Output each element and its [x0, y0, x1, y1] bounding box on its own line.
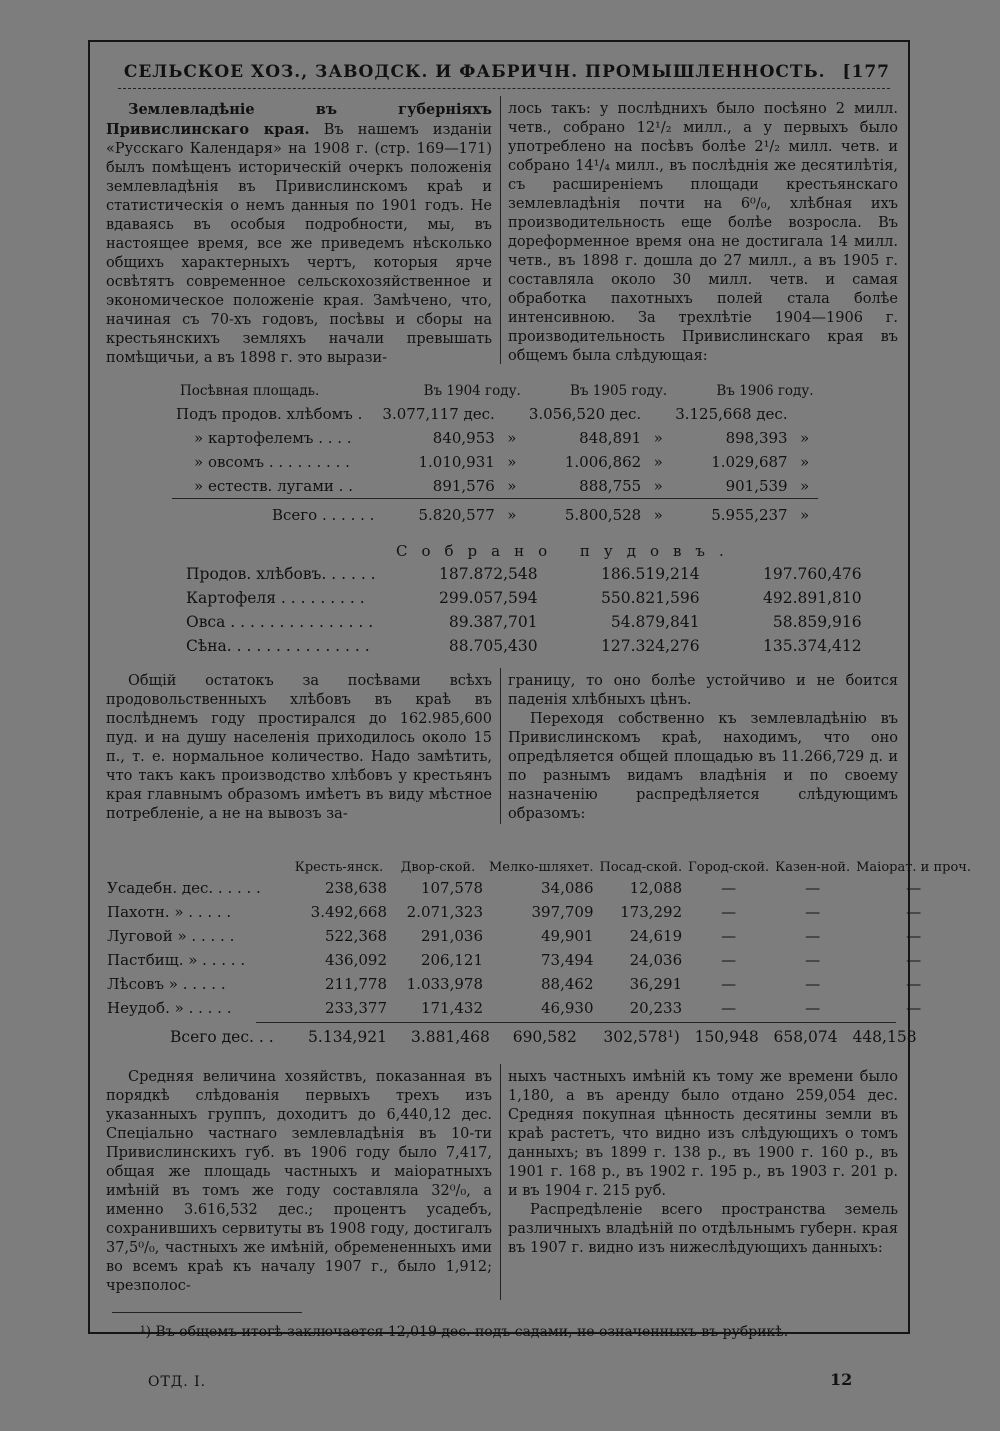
mid-left-text: Общій остатокъ за посѣвами всѣхъ продовольственныхъ хлѣбовъ въ краѣ въ послѣднемъ году простирался до 162.985,600 пуд. и на душу населенія приходилось около 15 п., т. е. нормальное количество. Надо замѣтить, что такъ какъ производство хлѣбовъ у крестьянъ края главнымъ образомъ имѣетъ въ виду мѣстное потребленіе, а не на вывозъ за-	[106, 673, 492, 822]
cell: »	[507, 506, 517, 524]
cell: »	[653, 429, 663, 447]
cell: 1.010,931	[418, 453, 495, 471]
cell: —	[721, 903, 737, 921]
cell: 5.800,528	[564, 506, 642, 524]
signature-number: 12	[830, 1370, 853, 1389]
cell: 135.374,412	[763, 637, 862, 655]
cell: —	[721, 975, 737, 993]
table-total-row	[172, 499, 818, 532]
cell: 171,432	[420, 999, 483, 1017]
cell: 1.033,978	[406, 975, 483, 993]
cell: »	[653, 453, 663, 471]
cell: 3.492,668	[310, 903, 387, 921]
page-number: [177	[842, 62, 890, 82]
cell: —	[906, 927, 922, 945]
cell: 150,948	[694, 1028, 759, 1046]
cell: —	[805, 879, 821, 897]
cell: 36,291	[629, 975, 683, 993]
cell: 24,036	[629, 951, 683, 969]
cell: 302,578¹)	[603, 1028, 680, 1046]
cell: 848,891	[579, 429, 642, 447]
cell: 187.872,548	[439, 565, 538, 583]
row-label: Луговой » . . . . .	[107, 927, 235, 945]
cell: 3.881,468	[410, 1028, 490, 1046]
cell	[499, 402, 525, 426]
row-label: » овсомъ . . . . . . . . .	[194, 453, 350, 471]
cell: 233,377	[324, 999, 387, 1017]
cell: 840,953	[432, 429, 495, 447]
cell: 891,576	[432, 477, 495, 495]
cell: »	[800, 477, 810, 495]
sown-area-table	[172, 380, 818, 531]
land-ownership-table	[104, 838, 974, 1020]
cell: 89.387,701	[448, 613, 538, 631]
cell: —	[906, 951, 922, 969]
cell: 898,393	[725, 429, 788, 447]
col-header: Въ 1904 году.	[423, 383, 521, 399]
bottom-right-column	[508, 1068, 898, 1258]
harvest-title: Собрано пудовъ.	[396, 542, 738, 560]
mid-left-column	[106, 672, 492, 824]
row-label: » картофелемъ . . . .	[194, 429, 352, 447]
bottom-left-column	[106, 1068, 492, 1296]
table-row	[104, 948, 974, 972]
cell: —	[906, 999, 922, 1017]
cell: —	[721, 999, 737, 1017]
column-divider	[500, 668, 501, 824]
cell: 34,086	[541, 879, 594, 897]
cell: —	[721, 879, 737, 897]
cell: 206,121	[420, 951, 483, 969]
mid-right-column	[508, 672, 898, 824]
cell: —	[805, 903, 821, 921]
cell: 492.891,810	[763, 589, 862, 607]
cell: 550.821,596	[601, 589, 700, 607]
cell: »	[507, 477, 517, 495]
cell: 127.324,276	[601, 637, 700, 655]
cell: 88,462	[541, 975, 594, 993]
table-row	[180, 586, 868, 610]
cell: —	[721, 927, 737, 945]
table-row	[180, 562, 868, 586]
cell: 49,901	[541, 927, 594, 945]
cell: »	[507, 429, 517, 447]
table-row	[172, 402, 818, 426]
column-divider	[500, 96, 501, 364]
cell: 12,088	[629, 879, 683, 897]
section-heading: Землевладѣніе въ губерніяхъ Привислинскаго края.	[106, 101, 492, 138]
col-header: Въ 1906 году.	[716, 383, 814, 399]
row-label: » естеств. лугами . .	[194, 477, 353, 495]
row-label: Пахотн. » . . . . .	[107, 903, 232, 921]
col-header: Посѣвная площадь.	[180, 383, 320, 399]
row-label: Неудоб. » . . . . .	[107, 999, 232, 1017]
cell: 54.879,841	[610, 613, 700, 631]
intro-right-column	[508, 100, 898, 366]
row-label: Овса . . . . . . . . . . . . . . .	[186, 613, 374, 631]
table-total-rule	[256, 1022, 896, 1023]
col-header: Кресть-янск.	[294, 860, 384, 875]
cell: —	[805, 927, 821, 945]
cell: 1.006,862	[564, 453, 642, 471]
cell: 88.705,430	[448, 637, 538, 655]
cell: 5.134,921	[308, 1028, 387, 1046]
harvest-table	[180, 562, 868, 658]
footnote-rule	[112, 1312, 302, 1313]
cell: 5.820,577	[418, 506, 495, 524]
row-label: Всего . . . . . .	[272, 506, 375, 524]
cell: 299.057,594	[439, 589, 538, 607]
running-header	[120, 62, 890, 82]
cell: »	[653, 477, 663, 495]
cell: 5.955,237	[711, 506, 788, 524]
cell: 658,074	[773, 1028, 838, 1046]
cell: »	[800, 429, 810, 447]
col-header: Посад-ской.	[599, 860, 683, 875]
table-row	[104, 972, 974, 996]
cell: 291,036	[420, 927, 483, 945]
row-label: Сѣна. . . . . . . . . . . . . . .	[186, 637, 370, 655]
cell: 197.760,476	[763, 565, 862, 583]
table-row	[104, 900, 974, 924]
cell: —	[906, 975, 922, 993]
cell: 238,638	[324, 879, 387, 897]
table-row	[104, 996, 974, 1020]
table-header-row	[172, 380, 818, 402]
cell: 1.029,687	[711, 453, 788, 471]
section-label: ОТД. I.	[148, 1374, 207, 1390]
intro-left-text: Въ нашемъ изданіи «Русскаго Календаря» на 1908 г. (стр. 169—171) былъ помѣщенъ историческій очеркъ положенія землевладѣнія въ Привислинскомъ краѣ и статистическія о немъ данныя по 1901 годъ. Не вдаваясь въ особыя подробности, мы, въ настоящее время, все же приведемъ нѣсколько общихъ характерныхъ чертъ, которыя ярче освѣтятъ современное сельскохозяйственное и экономическое положеніе края. Замѣчено, что, начиная съ 70-хъ годовъ, посѣвы и сборы на крестьянскихъ земляхъ начали превышать помѣщичьи, а въ 1898 г. это вырази-	[106, 122, 492, 366]
cell	[792, 402, 818, 426]
row-label: Продов. хлѣбовъ. . . . . .	[186, 565, 376, 583]
table-row	[172, 474, 818, 499]
cell: »	[800, 506, 810, 524]
col-header: Маіорат. и проч.	[856, 860, 972, 875]
mid-right-text-2: Переходя собственно къ землевладѣнію въ Привислинскомъ краѣ, находимъ, что оно опредѣляется общей площадью въ 11.266,729 д. и по разнымъ видамъ владѣнія и по своему назначенію распредѣляется слѣдующимъ образомъ:	[508, 711, 898, 822]
cell: 20,233	[629, 999, 683, 1017]
column-divider	[500, 1064, 501, 1300]
cell: »	[800, 453, 810, 471]
mid-right-text-1: границу, то оно болѣе устойчиво и не боится паденія хлѣбныхъ цѣнъ.	[508, 673, 898, 708]
col-header: Въ 1905 году.	[570, 383, 668, 399]
header-title: СЕЛЬСКОЕ ХОЗ., ЗАВОДСК. И ФАБРИЧН. ПРОМЫШЛЕННОСТЬ.	[123, 62, 826, 82]
col-header: Двор-ской.	[400, 860, 476, 875]
cell: 522,368	[324, 927, 387, 945]
cell: »	[507, 453, 517, 471]
cell: 211,778	[324, 975, 387, 993]
table-row	[104, 924, 974, 948]
cell: 173,292	[620, 903, 683, 921]
cell: 73,494	[541, 951, 594, 969]
cell: 3.056,520 дес.	[528, 405, 642, 423]
cell: —	[805, 999, 821, 1017]
cell: —	[805, 951, 821, 969]
intro-right-text: лось такъ: у послѣднихъ было посѣяно 2 милл. четв., собрано 12¹/₂ милл., а у первыхъ было употреблено на посѣвъ болѣе 2¹/₂ милл. четв. и собрано 14¹/₄ милл., въ послѣднія же десятилѣтія, съ расширеніемъ площади крестьянскаго землевладѣнія почти на 6⁰/₀, хлѣбная ихъ производительность еще болѣе возросла. Въ дореформенное время она не достигала 14 милл. четв., въ 1898 г. дошла до 27 милл., а въ 1905 г. составляла около 30 милл. четв. и самая обработка пахотныхъ полей стала болѣе интенсивною. За трехлѣтіе 1904—1906 г. производительность Привислинскаго края въ общемъ была слѣдующая:	[508, 101, 898, 364]
col-header: Город-ской.	[688, 860, 770, 875]
header-rule	[118, 88, 890, 89]
row-label: Картофеля . . . . . . . . .	[186, 589, 365, 607]
cell: —	[721, 951, 737, 969]
cell: 690,582	[512, 1028, 577, 1046]
cell: 3.125,668 дес.	[675, 405, 788, 423]
cell: 107,578	[420, 879, 483, 897]
bottom-right-text-1: ныхъ частныхъ имѣній къ тому же времени было 1,180, а въ аренду было отдано 259,054 дес. Средняя покупная цѣнность десятины земли въ краѣ растетъ, что видно изъ слѣдующихъ о томъ данныхъ; въ 1899 г. 138 р., въ 1900 г. 160 р., въ 1901 г. 168 р., въ 1902 г. 195 р., въ 1903 г. 201 р. и въ 1904 г. 215 руб.	[508, 1069, 898, 1199]
cell: —	[805, 975, 821, 993]
col-header: Казен-ной.	[775, 860, 851, 875]
cell: —	[906, 879, 922, 897]
table-row	[180, 634, 868, 658]
cell: 2.071,323	[406, 903, 483, 921]
row-label: Всего дес. . .	[170, 1028, 274, 1046]
cell: 436,092	[324, 951, 387, 969]
cell: 3.077,117 дес.	[382, 405, 495, 423]
cell: 448,158	[852, 1028, 917, 1046]
intro-left-column	[106, 100, 492, 368]
bottom-left-text: Средняя величина хозяйствъ, показанная въ порядкѣ слѣдованія первыхъ трехъ изъ указанныхъ группъ, доходитъ до 6,440,12 дес. Спеціально частнаго землевладѣнія въ 10-ти Привислинскихъ губ. въ 1906 году было 7,417, общая же площадь частныхъ и маіоратныхъ имѣній въ томъ же году составляла 32⁰/₀, а именно 3.616,532 дес.; процентъ усадебъ, сохранившихъ сервитуты въ 1908 году, достигалъ 37,5⁰/₀, частныхъ же имѣній, обремененныхъ ими во всемъ краѣ къ началу 1907 г., было 1,912; чрезполос-	[106, 1069, 492, 1294]
cell: 901,539	[725, 477, 788, 495]
table-row	[172, 426, 818, 450]
row-label: Лѣсовъ » . . . . .	[107, 975, 226, 993]
footnote: ¹) Въ общемъ итогѣ заключается 12,019 дес. подъ садами, не означенныхъ въ рубрикѣ.	[140, 1324, 789, 1340]
table-row	[104, 876, 974, 900]
cell: 58.859,916	[772, 613, 862, 631]
table-header-row	[104, 838, 974, 876]
row-label: Подъ продов. хлѣбомъ .	[176, 405, 363, 423]
table-row	[180, 610, 868, 634]
cell: 397,709	[531, 903, 594, 921]
cell: —	[906, 903, 922, 921]
bottom-right-text-2: Распредѣленіе всего пространства земель различныхъ владѣній по отдѣльнымъ губерн. края въ 1907 г. видно изъ нижеслѣдующихъ данныхъ:	[508, 1202, 898, 1256]
cell: 24,619	[629, 927, 683, 945]
cell: »	[653, 506, 663, 524]
col-header: Мелко-шляхет.	[489, 860, 594, 875]
table-row	[172, 450, 818, 474]
row-label: Пастбищ. » . . . . .	[107, 951, 246, 969]
cell: 186.519,214	[601, 565, 700, 583]
row-label: Усадебн. дес. . . . . .	[107, 879, 261, 897]
cell: 46,930	[541, 999, 594, 1017]
table-total-row	[170, 1028, 917, 1046]
cell	[645, 402, 671, 426]
cell: 888,755	[579, 477, 642, 495]
